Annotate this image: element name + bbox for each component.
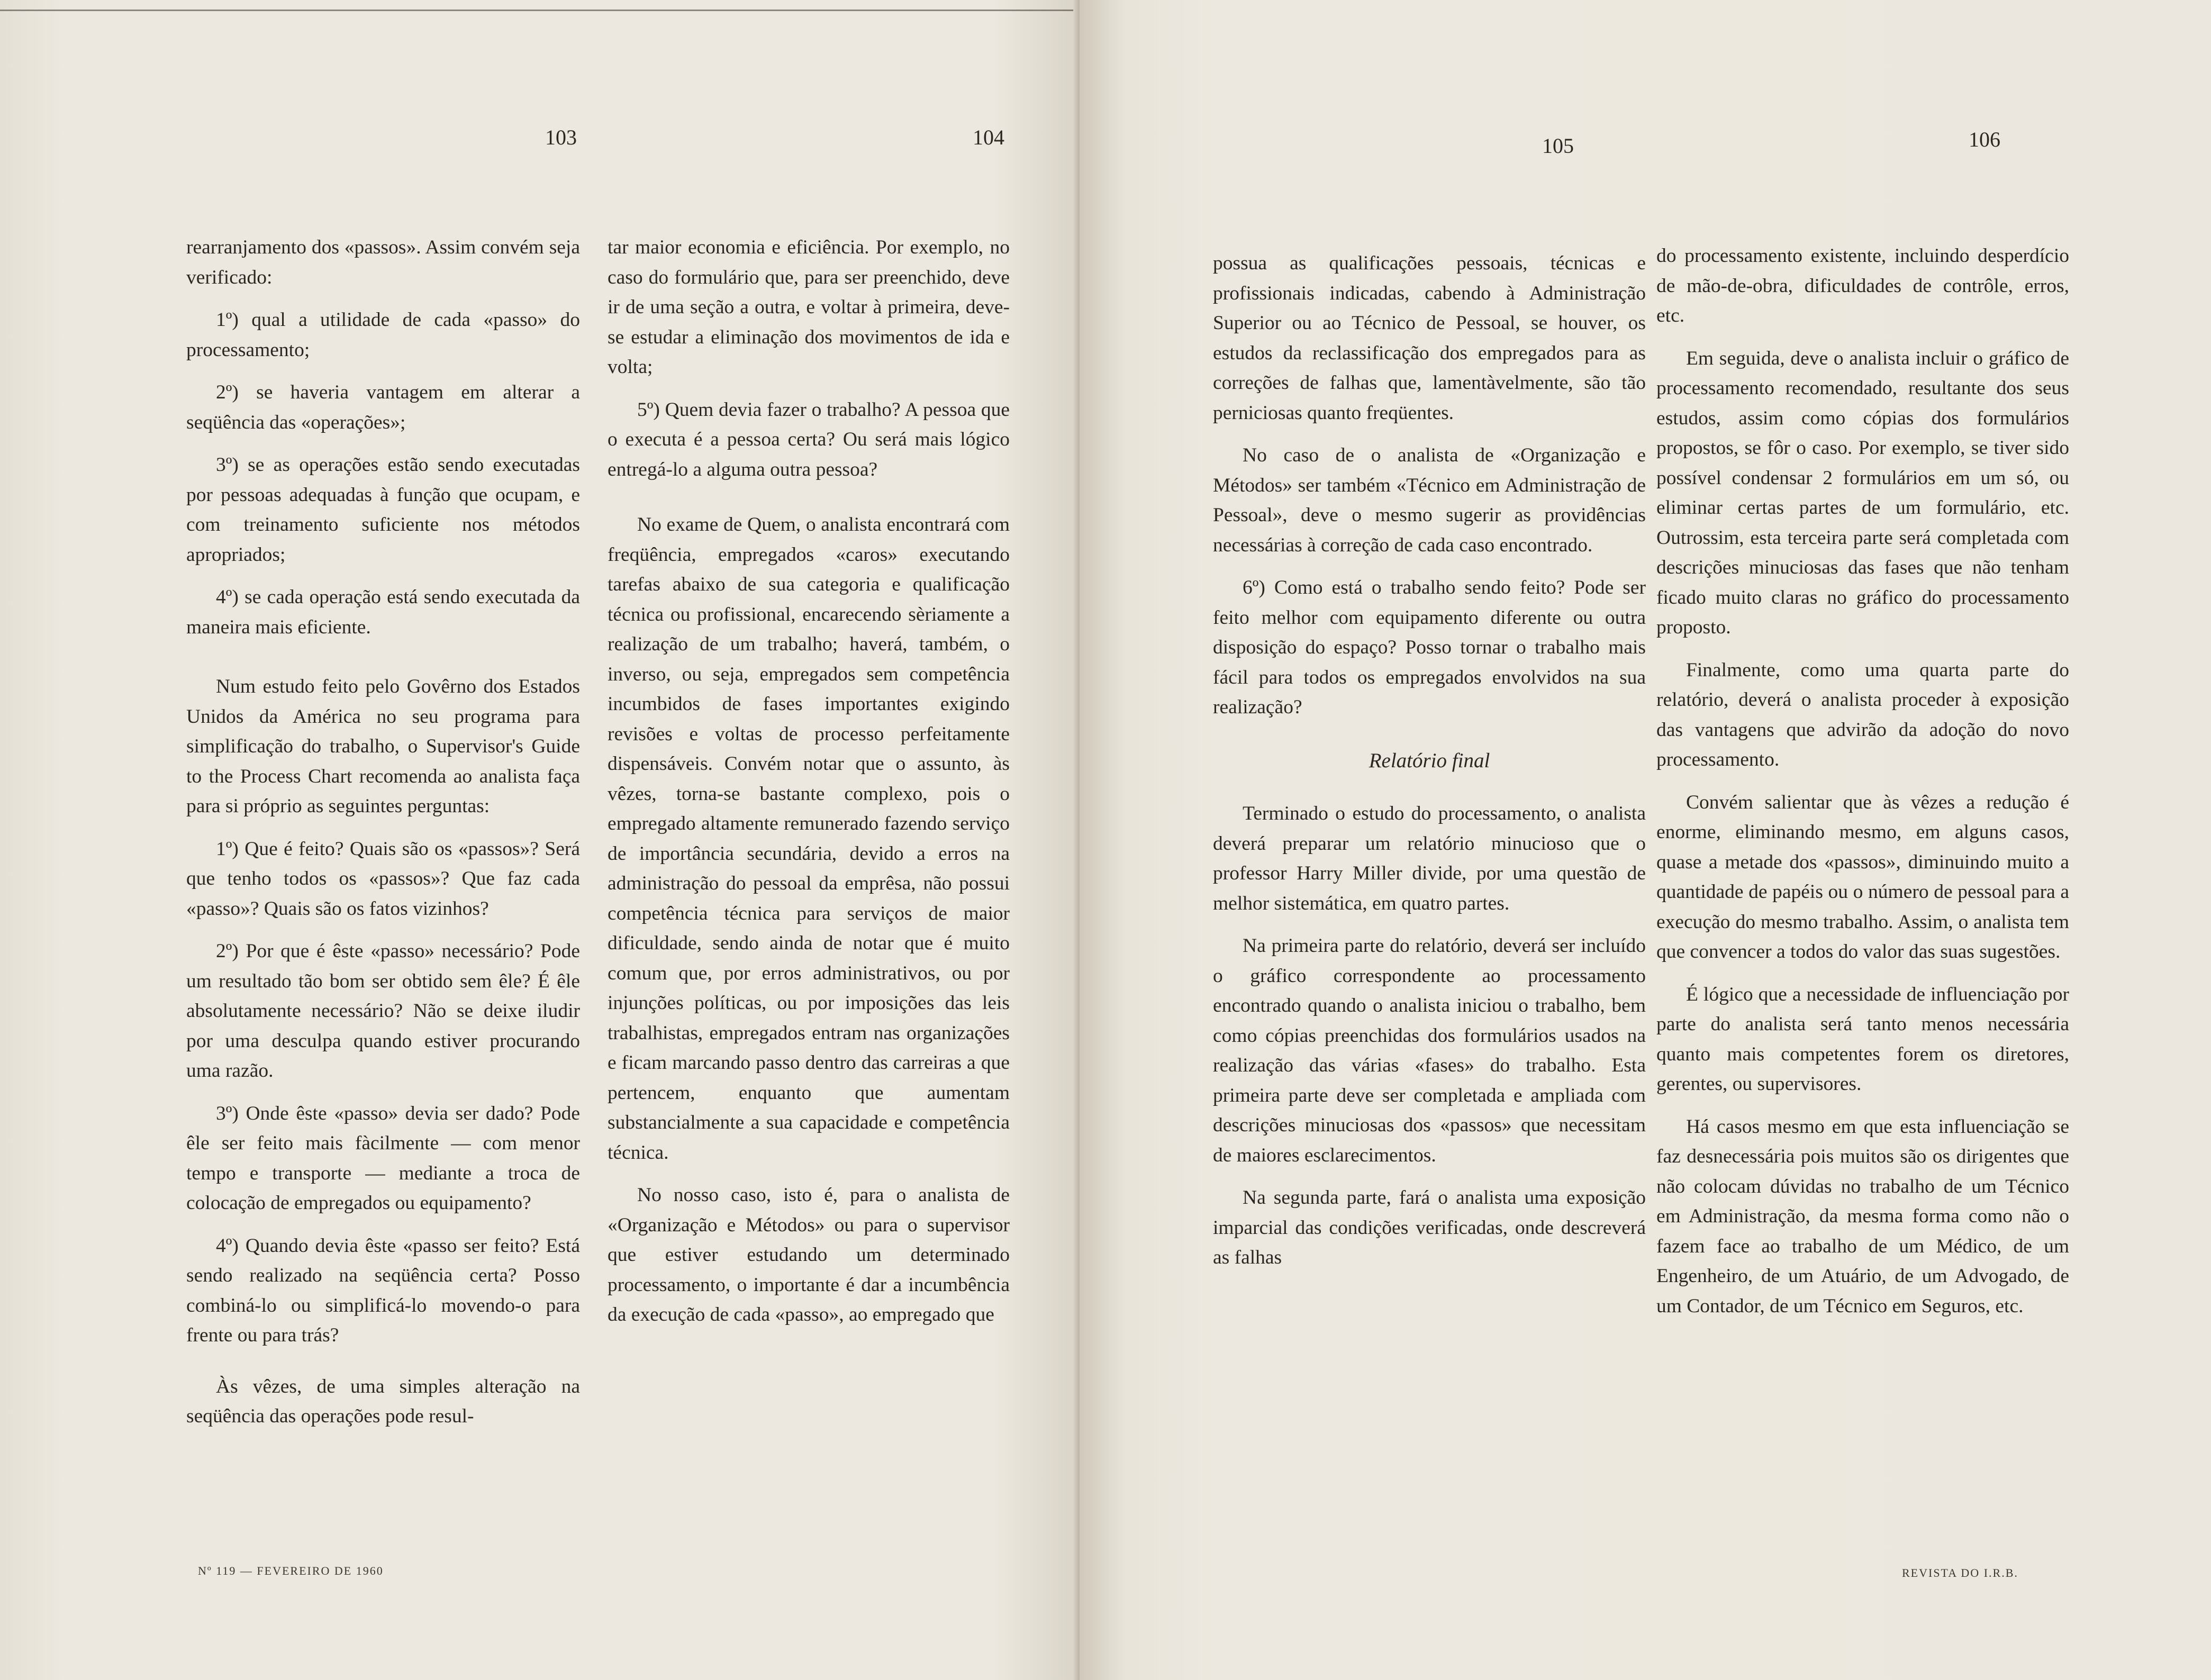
paragraph: do processamento existente, incluindo desperdício de mão-de-obra, dificuldades de contrôle, erros, etc. (1656, 245, 2069, 326)
footer-journal-name: REVISTA DO I.R.B. (1902, 1566, 2018, 1579)
column-page-103 (186, 233, 580, 1445)
page-edge-line (0, 10, 1080, 11)
paragraph: Finalmente, como uma quarta parte do relatório, deverá o analista proceder à exposição das vantagens que advirão da adoção do novo processamento. (1656, 659, 2069, 770)
paragraph: 1º) qual a utilidade de cada «passo» do processamento; (186, 309, 580, 361)
paragraph: 2º) Por que é êste «passo» necessário? Pode um resultado tão bom ser obtido sem êle? É êle absolutamente necessário? Não se deixe iludir por uma desculpa quando estiver procurando uma razão. (186, 940, 580, 1082)
page-number-103: 103 (545, 125, 577, 149)
paragraph: 4º) Quando devia êste «passo ser feito? Está sendo realizado na seqüência certa? Posso combiná-lo ou simplificá-lo movendo-o para frente ou para trás? (186, 1234, 580, 1346)
right-page (1080, 0, 2211, 1680)
paragraph: Convém salientar que às vêzes a redução é enorme, eliminando mesmo, em alguns casos, quase a metade dos «passos», diminuindo muito a quantidade de papéis ou o número de pessoal para a execução do mesmo trabalho. Assim, o analista tem que convencer a todos do valor das suas sugestões. (1656, 791, 2069, 962)
paragraph: Em seguida, deve o analista incluir o gráfico de processamento recomendado, resultante dos seus estudos, assim como cópias dos formulários propostos, se fôr o caso. Por exemplo, se tiver sido possível condensar 2 formulários em um só, ou eliminar certas partes de um formulário, etc. Outrossim, esta terceira parte será completada com descrições minuciosas das fases que não tenham ficado muito claras no gráfico do processamento proposto. (1656, 347, 2069, 638)
paragraph: Num estudo feito pelo Govêrno dos Estados Unidos da América no seu programa para simplificação do trabalho, o Supervisor's Guide to the Process Chart recomenda ao analista faça para si próprio as seguintes perguntas: (186, 676, 580, 817)
paragraph: 3º) Onde êste «passo» devia ser dado? Pode êle ser feito mais fàcilmente — com menor tempo e transporte — mediante a troca de colocação de empregados ou equipamento? (186, 1102, 580, 1214)
column-page-105 (1213, 249, 1646, 1286)
paragraph: 4º) se cada operação está sendo executada da maneira mais eficiente. (186, 586, 580, 638)
column-page-106 (1656, 241, 2069, 1334)
paragraph: No exame de Quem, o analista encontrará com freqüência, empregados «caros» executando tarefas abaixo de sua categoria e qualificação técnica ou profissional, encarecendo sèriamente a realização de um trabalho; haverá, também, o inverso, ou seja, empregados sem competência incumbidos de fases importantes exigindo revisões e voltas de processo perfeitamente dispensáveis. Convém notar que o assunto, às vêzes, torna-se bastante complexo, pois o empregado altamente remunerado fazendo serviço de importância secundária, devido a erros na administração do pessoal da emprêsa, não possui competência técnica para serviços de maior dificuldade, sendo ainda de notar que é muito comum que, por erros administrativos, ou por injunções políticas, ou por imposições das leis trabalhistas, empregados entram nas organizações e ficam marcando passo dentro das carreiras a que pertencem, enquanto que aumentam substancialmente a sua capacidade e competência técnica. (608, 514, 1010, 1164)
paragraph: tar maior economia e eficiência. Por exemplo, no caso do formulário que, para ser preenchido, deve ir de uma seção a outra, e voltar à primeira, deve-se estudar a eliminação dos movimentos de ida e volta; (608, 237, 1010, 378)
paragraph: Terminado o estudo do processamento, o analista deverá preparar um relatório minucioso que o professor Harry Miller divide, por uma questão de melhor sistemática, em quatro partes. (1213, 803, 1646, 914)
paragraph: No nosso caso, isto é, para o analista de «Organização e Métodos» ou para o supervisor que estiver estudando um determinado processamento, o importante é dar a incumbência da execução de cada «passo», ao empregado que (608, 1184, 1010, 1325)
section-heading: Relatório final (1369, 749, 1490, 772)
paragraph: Na primeira parte do relatório, deverá ser incluído o gráfico correspondente ao processamento encontrado quando o analista iniciou o trabalho, bem como cópias preenchidas dos formulários usados na realização das várias «fases» do trabalho. Esta primeira parte deve ser completada e ampliada com descrições minuciosas dos «passos» que necessitam de maiores esclarecimentos. (1213, 935, 1646, 1166)
column-page-104 (608, 233, 1010, 1343)
left-page (0, 0, 1080, 1680)
paragraph: rearranjamento dos «passos». Assim convém seja verificado: (186, 237, 580, 288)
paragraph: É lógico que a necessidade de influenciação por parte do analista será tanto menos necessária quanto mais competentes forem os diretores, gerentes, ou supervisores. (1656, 983, 2069, 1095)
page-number-105: 105 (1542, 134, 1574, 158)
paragraph: No caso de o analista de «Organização e Métodos» ser também «Técnico em Administração de Pessoal», deve o mesmo sugerir as providências necessárias à correção de cada caso encontrado. (1213, 444, 1646, 556)
paragraph: possua as qualificações pessoais, técnicas e profissionais indicadas, cabendo à Administração Superior ou ao Técnico de Pessoal, se houver, os estudos da reclassificação dos empregados para as correções de falhas que, lamentàvelmente, são tão perniciosas quanto freqüentes. (1213, 252, 1646, 424)
paragraph: Na segunda parte, fará o analista uma exposição imparcial das condições verificadas, onde descreverá as falhas (1213, 1187, 1646, 1268)
page-number-104: 104 (973, 125, 1004, 149)
page-number-106: 106 (1969, 128, 2000, 151)
footer-issue-date: Nº 119 — FEVEREIRO DE 1960 (198, 1564, 384, 1577)
paragraph: Às vêzes, de uma simples alteração na seqüência das operações pode resul- (186, 1375, 580, 1427)
paragraph: 1º) Que é feito? Quais são os «passos»? Será que tenho todos os «passos»? Que faz cada «passo»? Quais são os fatos vizinhos? (186, 838, 580, 920)
paragraph: 3º) se as operações estão sendo executadas por pessoas adequadas à função que ocupam, e com treinamento suficiente nos métodos apropriados; (186, 454, 580, 566)
paragraph: 6º) Como está o trabalho sendo feito? Pode ser feito melhor com equipamento diferente ou outra disposição do espaço? Posso tornar o trabalho mais fácil para todos os empregados envolvidos na sua realização? (1213, 577, 1646, 718)
paragraph: 2º) se haveria vantagem em alterar a seqüência das «operações»; (186, 382, 580, 433)
paragraph: Há casos mesmo em que esta influenciação se faz desnecessária pois muitos são os dirigentes que não colocam dúvidas no trabalho de um Técnico em Administração, da mesma forma como não o fazem face ao trabalho de um Médico, de um Engenheiro, de um Atuário, de um Advogado, de um Contador, de um Técnico em Seguros, etc. (1656, 1115, 2069, 1317)
paragraph: 5º) Quem devia fazer o trabalho? A pessoa que o executa é a pessoa certa? Ou será mais lógico entregá-lo a alguma outra pessoa? (608, 398, 1010, 480)
